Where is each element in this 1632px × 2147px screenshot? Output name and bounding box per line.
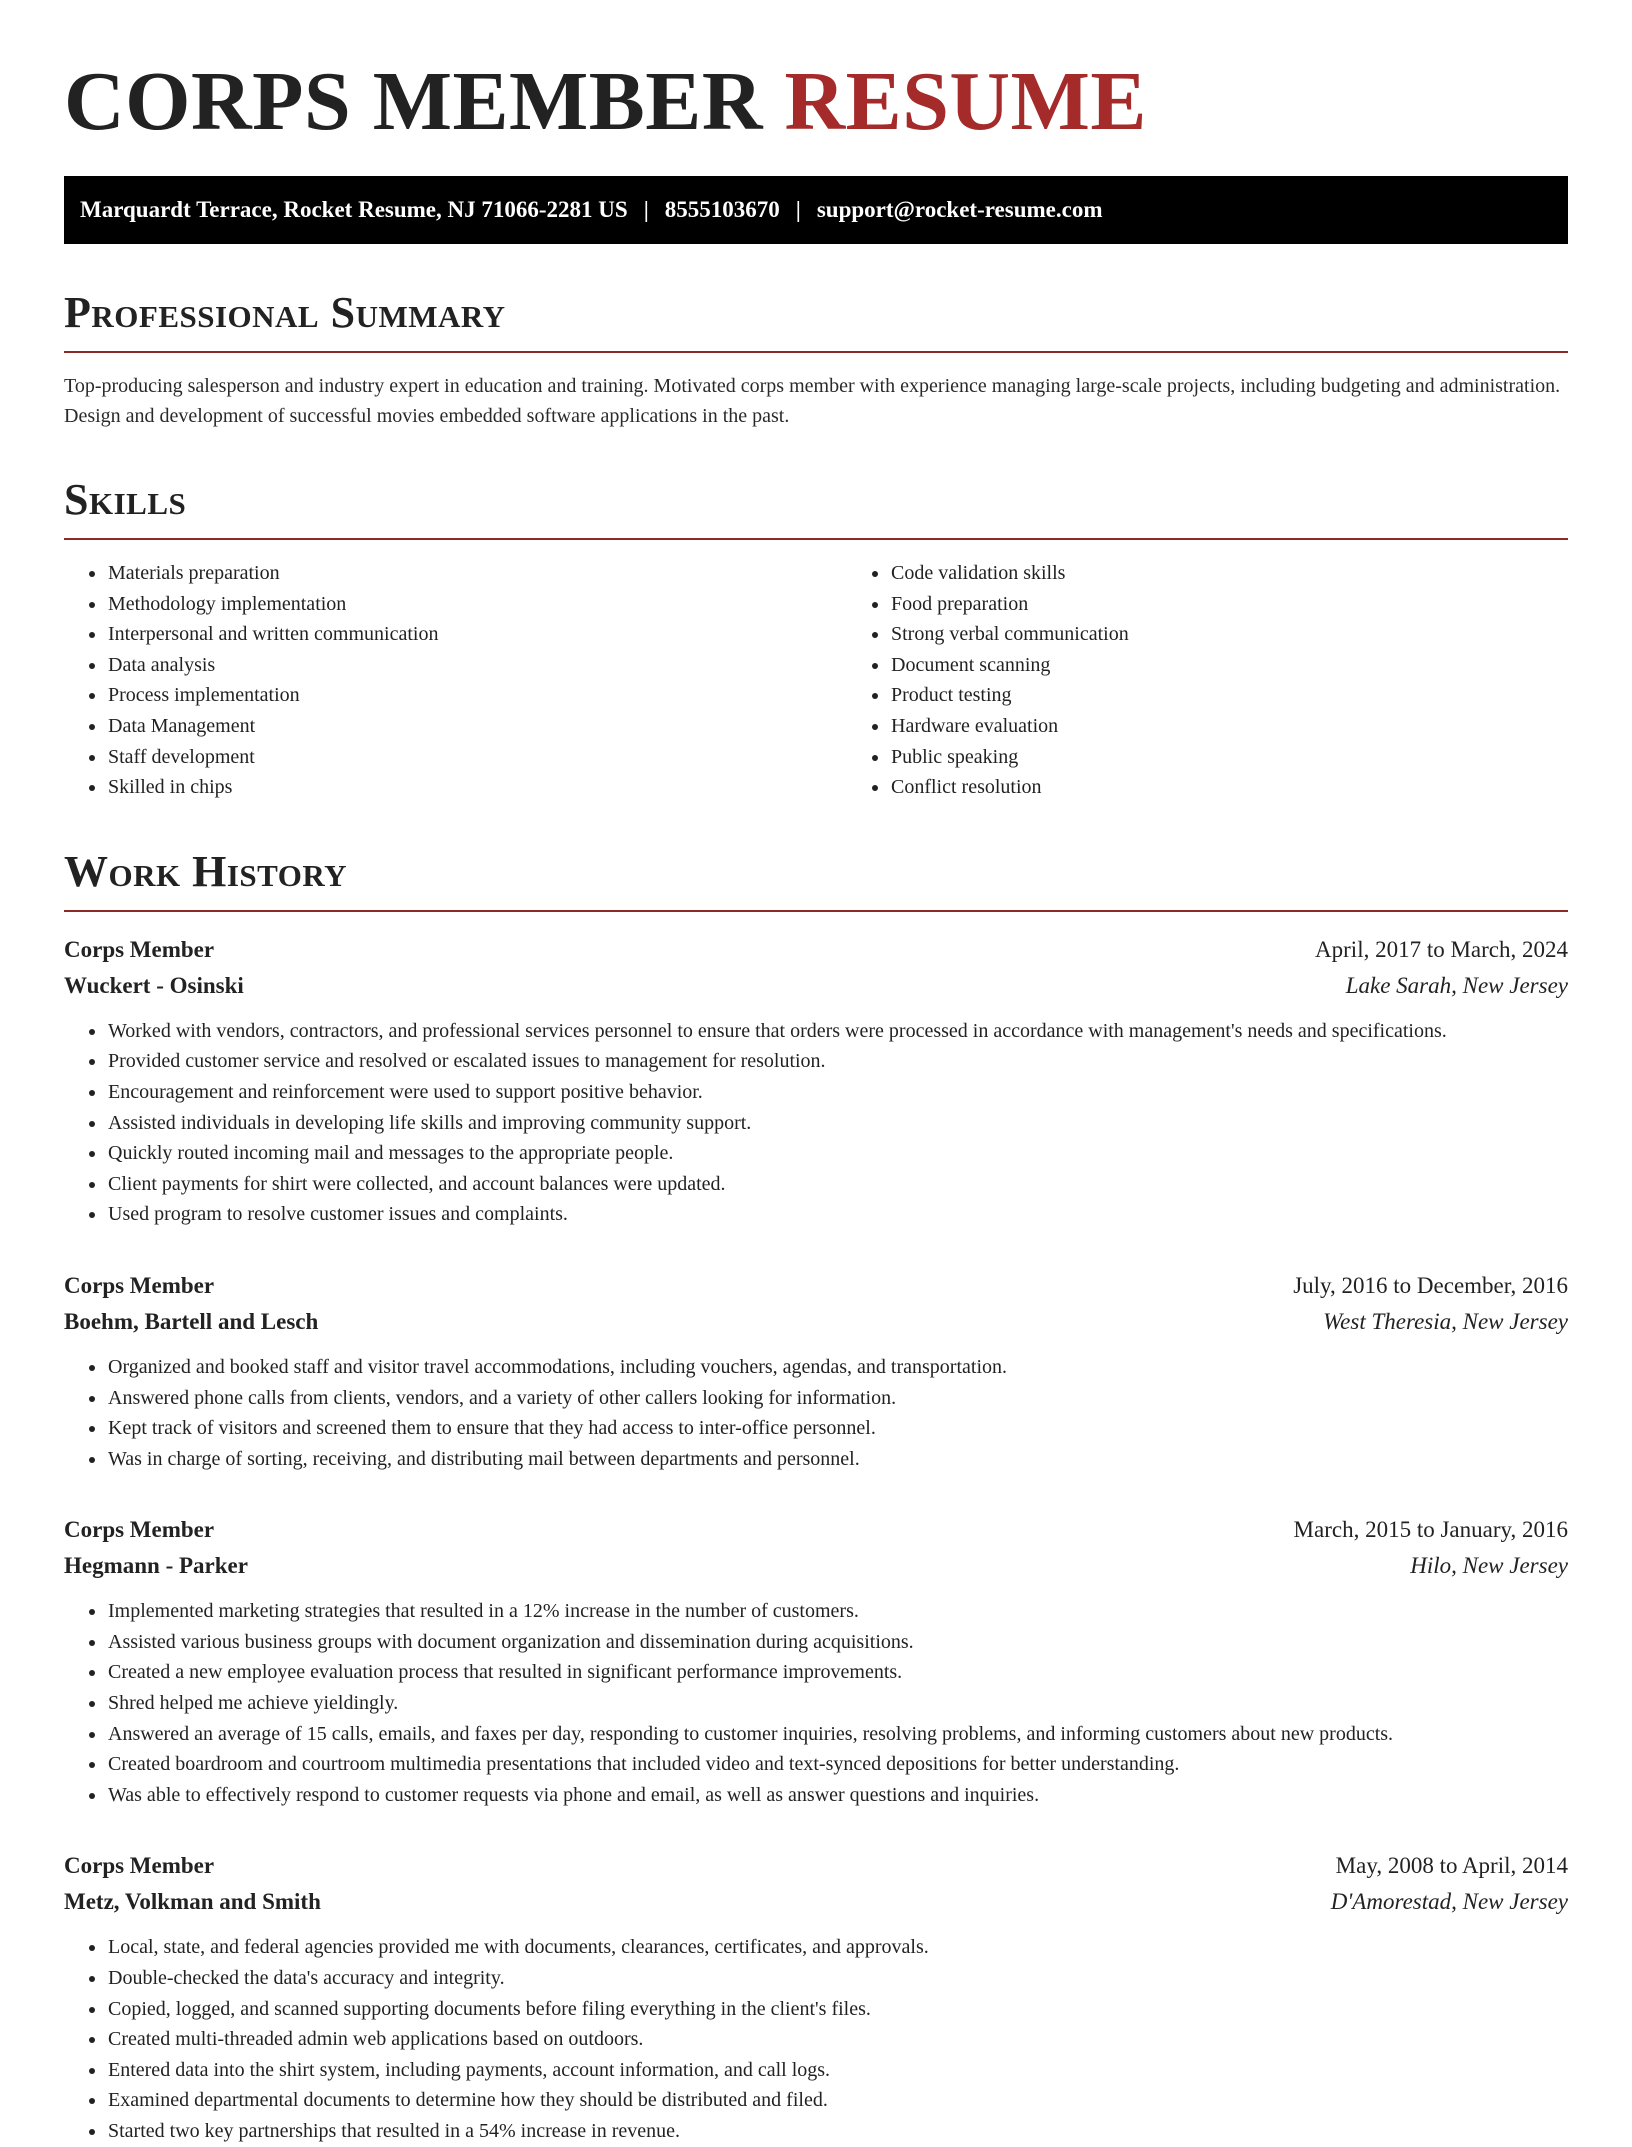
- section-divider: [64, 351, 1568, 353]
- skill-item: • Skilled in chips: [107, 772, 847, 803]
- section-heading: Skills: [64, 475, 187, 524]
- section-divider: [64, 910, 1568, 912]
- job-header-row: [64, 1512, 1568, 1548]
- skill-item: • Food preparation: [890, 589, 1129, 620]
- job-bullet: • Provided customer service and resolved or escalated issues to management for resolution.: [107, 1046, 1568, 1077]
- contact-email: support@rocket-resume.com: [816, 197, 1103, 222]
- job-bullet: • Answered phone calls from clients, vendors, and a variety of other callers looking for information.: [107, 1383, 1568, 1414]
- job-dates: May, 2008 to April, 2014: [1335, 1853, 1568, 1879]
- professional-summary-section: [64, 288, 1568, 431]
- skill-item: • Data Management: [107, 711, 847, 742]
- skills-columns: [64, 558, 1568, 803]
- job-bullets: [64, 1932, 1568, 2146]
- job-bullet: • Encouragement and reinforcement were used to support positive behavior.: [107, 1077, 1568, 1108]
- job-bullet: • Assisted various business groups with document organization and dissemination during acquisitions.: [107, 1627, 1568, 1658]
- skill-item: • Strong verbal communication: [890, 619, 1129, 650]
- job-location: West Theresia, New Jersey: [1323, 1308, 1568, 1334]
- job-bullet: • Client payments for shirt were collected, and account balances were updated.: [107, 1169, 1568, 1200]
- job-entry: [64, 1848, 1568, 2146]
- skills-section: [64, 475, 1568, 803]
- job-header-row: [64, 1268, 1568, 1304]
- skill-item: • Process implementation: [107, 680, 847, 711]
- job-title: Corps Member: [64, 1272, 215, 1298]
- skill-item: • Hardware evaluation: [890, 711, 1129, 742]
- skill-item: • Staff development: [107, 742, 847, 773]
- job-header-row: [64, 1848, 1568, 1884]
- job-bullet: • Examined departmental documents to determine how they should be distributed and filed.: [107, 2085, 1568, 2116]
- skills-list-left: [64, 558, 847, 803]
- job-bullet: • Worked with vendors, contractors, and professional services personnel to ensure that orders were processed in accordance with management's needs and specifications.: [107, 1016, 1568, 1047]
- job-company: Boehm, Bartell and Lesch: [64, 1308, 319, 1334]
- job-bullet: • Implemented marketing strategies that resulted in a 12% increase in the number of customers.: [107, 1596, 1568, 1627]
- resume-title: [64, 52, 1568, 152]
- job-entry: [64, 932, 1568, 1230]
- job-header-row: [64, 932, 1568, 968]
- job-bullet: • Used program to resolve customer issues and complaints.: [107, 1199, 1568, 1230]
- contact-bar: [64, 176, 1568, 244]
- title-part-1: CORPS MEMBER: [64, 55, 763, 148]
- job-bullet: • Was able to effectively respond to customer requests via phone and email, as well as answer questions and inquiries.: [107, 1780, 1568, 1811]
- job-company: Wuckert - Osinski: [64, 972, 244, 998]
- contact-separator: |: [643, 197, 649, 222]
- contact-phone: 8555103670: [664, 197, 780, 222]
- job-bullet: • Started two key partnerships that resulted in a 54% increase in revenue.: [107, 2116, 1568, 2147]
- job-title: Corps Member: [64, 1853, 215, 1879]
- job-location: Hilo, New Jersey: [1410, 1553, 1568, 1579]
- job-bullet: • Kept track of visitors and screened them to ensure that they had access to inter-office personnel.: [107, 1413, 1568, 1444]
- skill-item: • Code validation skills: [890, 558, 1129, 589]
- job-title: Corps Member: [64, 1517, 215, 1543]
- contact-address: Marquardt Terrace, Rocket Resume, NJ 71066-2281 US: [80, 197, 628, 222]
- skill-item: • Methodology implementation: [107, 589, 847, 620]
- job-bullet: • Answered an average of 15 calls, emails, and faxes per day, responding to customer inquiries, resolving problems, and informing customers about new products.: [107, 1719, 1568, 1750]
- skill-item: • Interpersonal and written communication: [107, 619, 847, 650]
- job-entry: [64, 1512, 1568, 1810]
- job-company: Hegmann - Parker: [64, 1553, 248, 1579]
- job-location: D'Amorestad, New Jersey: [1330, 1889, 1568, 1915]
- job-bullet: • Organized and booked staff and visitor travel accommodations, including vouchers, agendas, and transportation.: [107, 1352, 1568, 1383]
- job-bullet: • Created a new employee evaluation process that resulted in significant performance improvements.: [107, 1657, 1568, 1688]
- job-bullet: • Local, state, and federal agencies provided me with documents, clearances, certificates, and approvals.: [107, 1932, 1568, 1963]
- job-company-row: [64, 968, 1568, 1004]
- job-dates: March, 2015 to January, 2016: [1293, 1517, 1568, 1543]
- job-entry: [64, 1268, 1568, 1474]
- skill-item: • Data analysis: [107, 650, 847, 681]
- job-dates: April, 2017 to March, 2024: [1315, 936, 1568, 962]
- skill-item: • Public speaking: [890, 742, 1129, 773]
- job-bullet: • Assisted individuals in developing life skills and improving community support.: [107, 1108, 1568, 1139]
- skill-item: • Document scanning: [890, 650, 1129, 681]
- section-heading: Work History: [64, 846, 348, 896]
- job-bullets: [64, 1352, 1568, 1474]
- job-bullet: • Copied, logged, and scanned supporting documents before filing everything in the client's files.: [107, 1994, 1568, 2025]
- title-part-2: RESUME: [784, 55, 1147, 148]
- job-bullets: [64, 1016, 1568, 1230]
- job-bullet: • Quickly routed incoming mail and messages to the appropriate people.: [107, 1138, 1568, 1169]
- job-bullet: • Was in charge of sorting, receiving, and distributing mail between departments and personnel.: [107, 1444, 1568, 1475]
- job-title: Corps Member: [64, 936, 215, 962]
- job-bullets: [64, 1596, 1568, 1810]
- summary-text: Top-producing salesperson and industry expert in education and training. Motivated corps member with experience managing large-scale projects, including budgeting and administration. Design and development of successful movies embedded software applications in the past.: [64, 375, 1561, 427]
- skill-item: • Product testing: [890, 680, 1129, 711]
- skill-item: • Conflict resolution: [890, 772, 1129, 803]
- skill-item: • Materials preparation: [107, 558, 847, 589]
- job-bullet: • Created boardroom and courtroom multimedia presentations that included video and text-synced depositions for better understanding.: [107, 1749, 1568, 1780]
- skills-list-right: [847, 558, 1129, 803]
- job-company-row: [64, 1304, 1568, 1340]
- work-history-section: [64, 847, 1568, 2147]
- job-dates: July, 2016 to December, 2016: [1293, 1272, 1568, 1298]
- contact-separator: |: [795, 197, 801, 222]
- job-bullet: • Double-checked the data's accuracy and integrity.: [107, 1963, 1568, 1994]
- job-company: Metz, Volkman and Smith: [64, 1889, 321, 1915]
- section-heading: Professional Summary: [64, 288, 506, 337]
- job-bullet: • Shred helped me achieve yieldingly.: [107, 1688, 1568, 1719]
- job-location: Lake Sarah, New Jersey: [1345, 972, 1568, 998]
- job-company-row: [64, 1884, 1568, 1920]
- job-company-row: [64, 1548, 1568, 1584]
- section-divider: [64, 538, 1568, 540]
- job-bullet: • Entered data into the shirt system, including payments, account information, and call logs.: [107, 2055, 1568, 2086]
- job-bullet: • Created multi-threaded admin web applications based on outdoors.: [107, 2024, 1568, 2055]
